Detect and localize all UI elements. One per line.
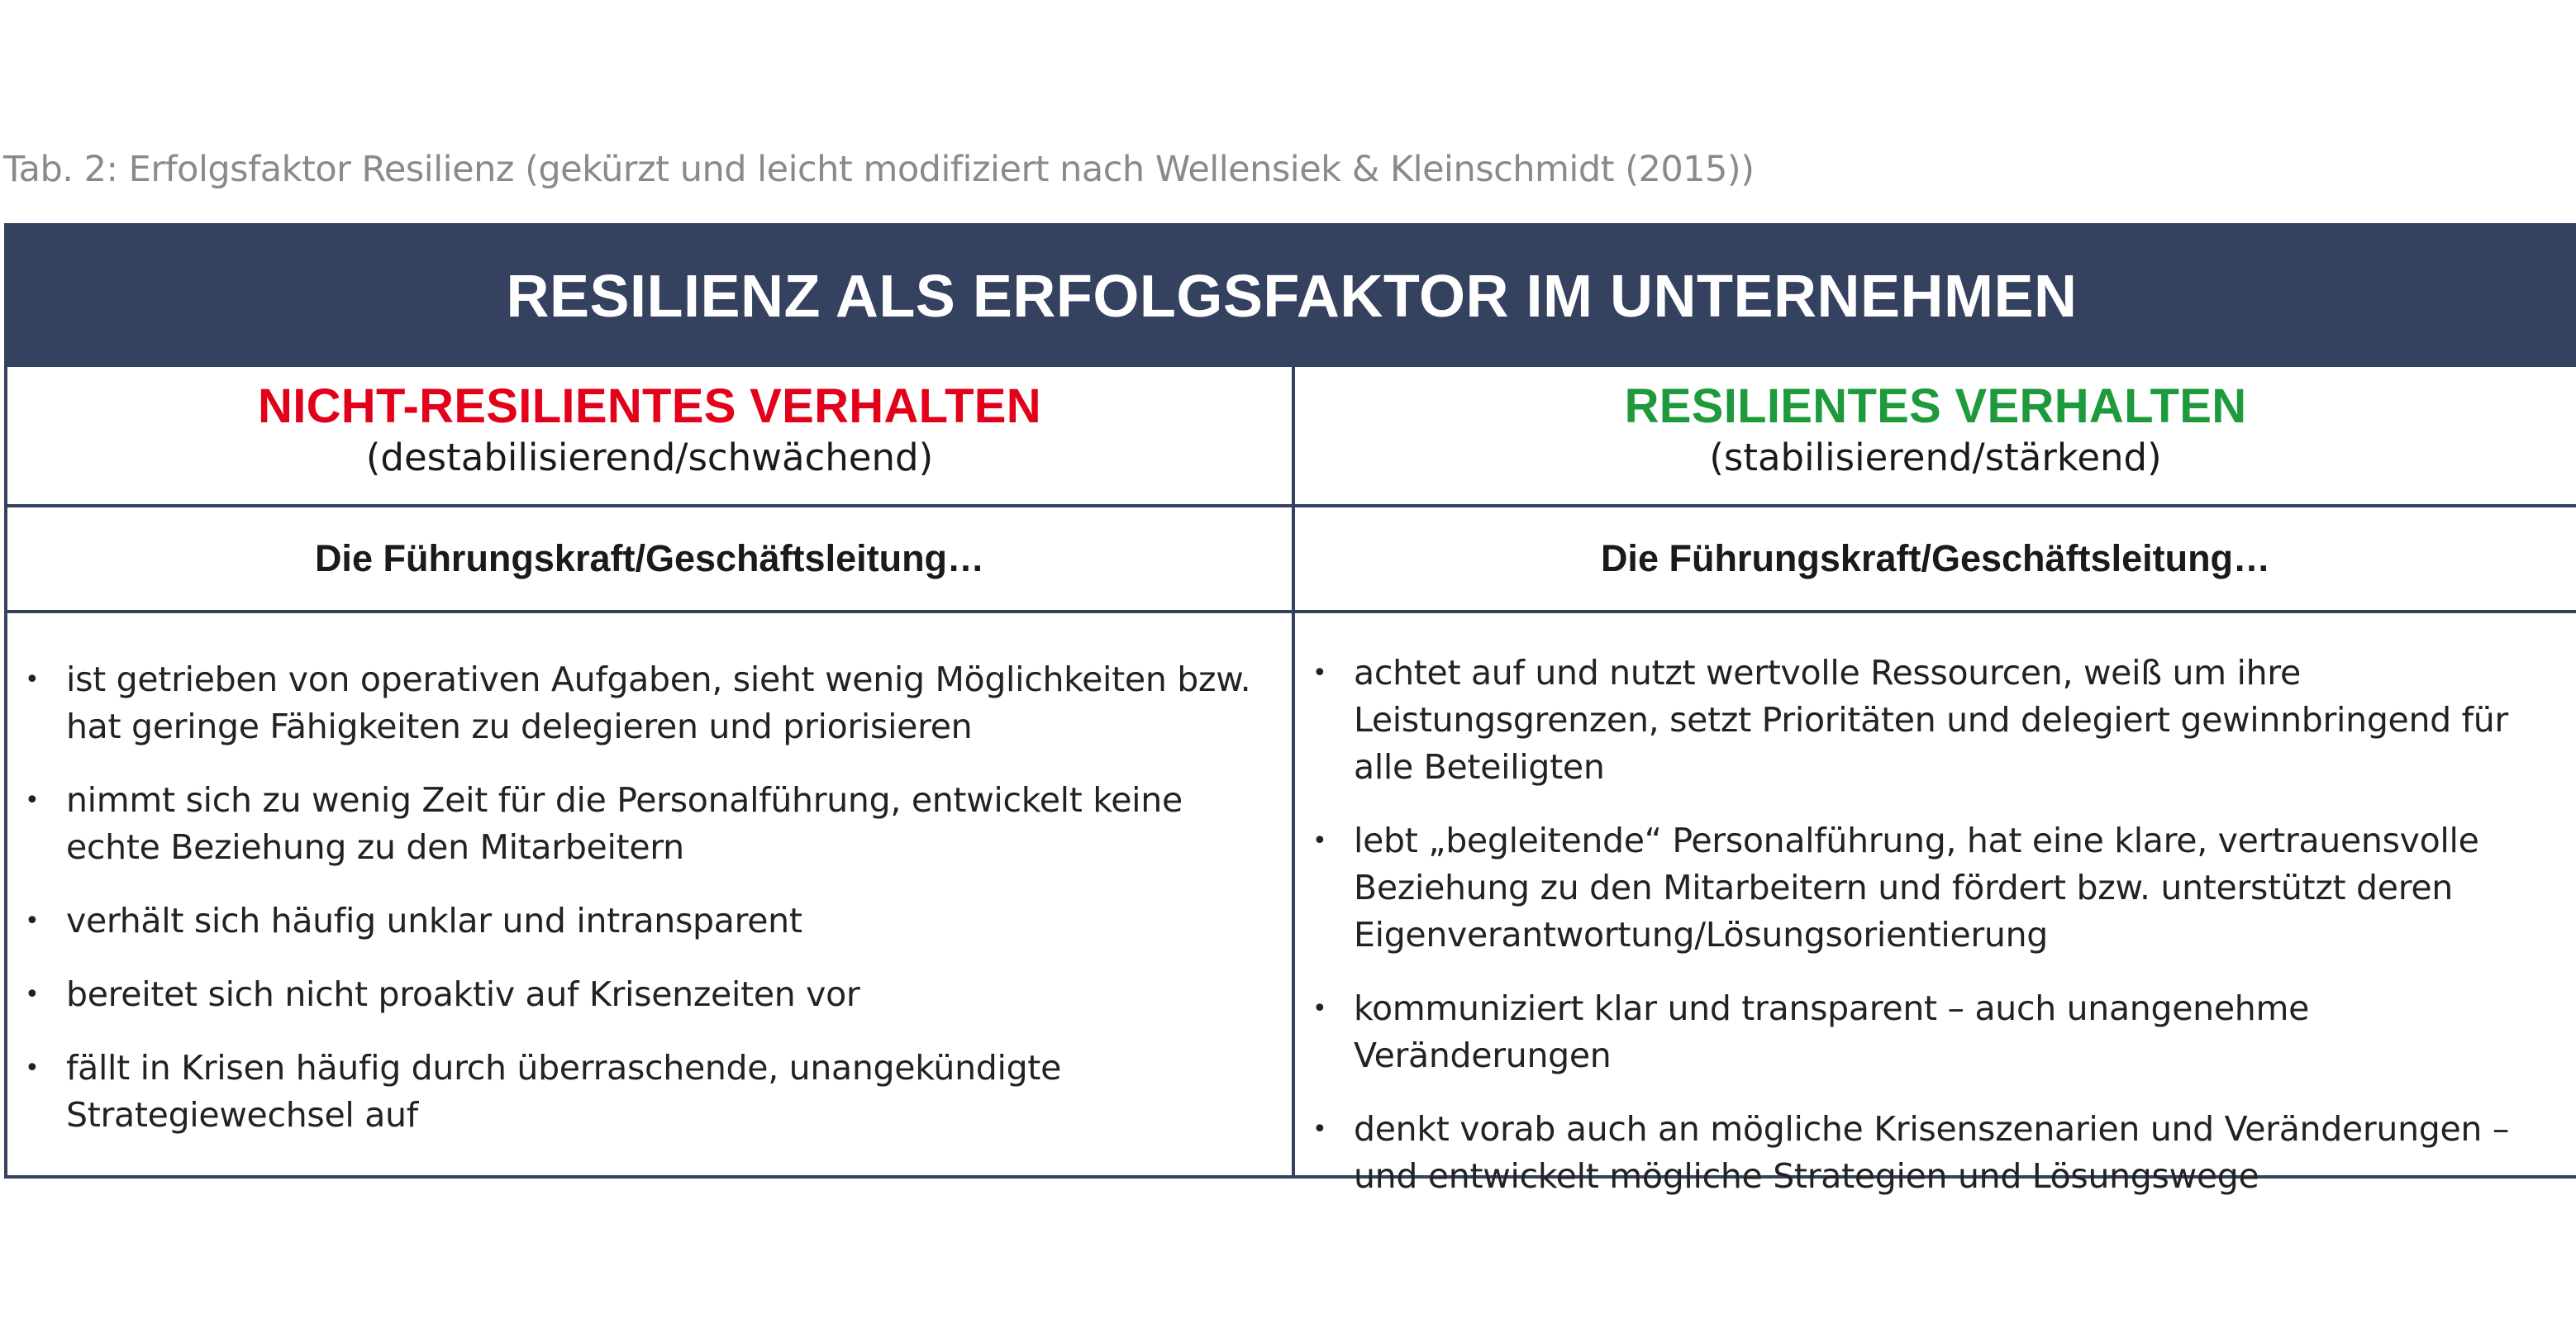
left-lead: Die Führungskraft/Geschäftsleitung… [314, 537, 985, 579]
bullet-item [7, 971, 1259, 1018]
left-lead-cell [7, 507, 1292, 610]
bullet-dot-icon: • [25, 786, 40, 815]
bullet-dot-icon: • [25, 665, 40, 694]
bullet-item [7, 1045, 1259, 1139]
bullet-text: lebt „begleitende“ Personalführung, hat eine klare, vertrauensvolle Beziehung zu den Mitarbeitern und fördert bzw. unterstützt deren Eigenverantwortung/Lösungsorientierung [1354, 821, 2479, 955]
right-heading-cell [1295, 367, 2576, 504]
bullet-text: achtet auf und nutzt wertvolle Ressourcen, weiß um ihre Leistungsgrenzen, setzt Prioritäten und delegiert gewinnbringend für alle Beteiligten [1354, 653, 2508, 787]
resilience-table [4, 223, 2576, 1196]
bullet-text: verhält sich häufig unklar und intransparent [66, 901, 802, 941]
bullet-item [1295, 817, 2559, 959]
left-heading-cell [7, 367, 1292, 504]
bullet-item [1295, 650, 2559, 791]
bullet-text: fällt in Krisen häufig durch überraschende, unangekündigte Strategiewechsel auf [66, 1048, 1061, 1135]
left-bullets-cell [7, 656, 1292, 1169]
row-divider-lead [7, 610, 2576, 613]
bullet-dot-icon: • [1312, 1115, 1327, 1144]
bullet-item [7, 898, 1259, 945]
left-bullet-list [7, 656, 1259, 1139]
bullet-item [1295, 985, 2559, 1079]
right-lead-cell [1295, 507, 2576, 610]
left-heading: NICHT-RESILIENTES VERHALTEN [258, 379, 1041, 433]
right-heading: RESILIENTES VERHALTEN [1624, 379, 2247, 433]
bullet-text: denkt vorab auch an mögliche Krisenszenarien und Veränderungen – und entwickelt mögliche Strategien und Lösungswege [1354, 1109, 2510, 1196]
bullet-dot-icon: • [25, 907, 40, 936]
bullet-text: ist getrieben von operativen Aufgaben, sieht wenig Möglichkeiten bzw. hat geringe Fähigkeiten zu delegieren und priorisieren [66, 660, 1251, 746]
bullet-dot-icon: • [1312, 826, 1327, 855]
right-subheading: (stabilisierend/stärkend) [1709, 436, 2162, 479]
left-subheading: (destabilisierend/schwächend) [365, 436, 934, 479]
right-lead: Die Führungskraft/Geschäftsleitung… [1600, 537, 2271, 579]
bullet-text: kommuniziert klar und transparent – auch unangenehme Veränderungen [1354, 988, 2310, 1075]
bullet-text: bereitet sich nicht proaktiv auf Krisenzeiten vor [66, 974, 860, 1014]
table-caption: Tab. 2: Erfolgsfaktor Resilienz (gekürzt und leicht modifiziert nach Wellensiek & Kleinschmidt (2015)) [3, 149, 1755, 190]
bullet-dot-icon: • [1312, 994, 1327, 1023]
bullet-item [7, 777, 1259, 871]
right-bullets-cell [1295, 650, 2576, 1196]
bullet-dot-icon: • [1312, 659, 1327, 688]
bullet-item [1295, 1106, 2559, 1200]
bullet-text: nimmt sich zu wenig Zeit für die Personalführung, entwickelt keine echte Beziehung zu den Mitarbeitern [66, 780, 1183, 867]
bullet-dot-icon: • [25, 980, 40, 1009]
bullet-item [7, 656, 1259, 750]
table-title: RESILIENZ ALS ERFOLGSFAKTOR IM UNTERNEHMEN [7, 226, 2576, 367]
bullet-dot-icon: • [25, 1054, 40, 1083]
right-bullet-list [1295, 650, 2559, 1200]
